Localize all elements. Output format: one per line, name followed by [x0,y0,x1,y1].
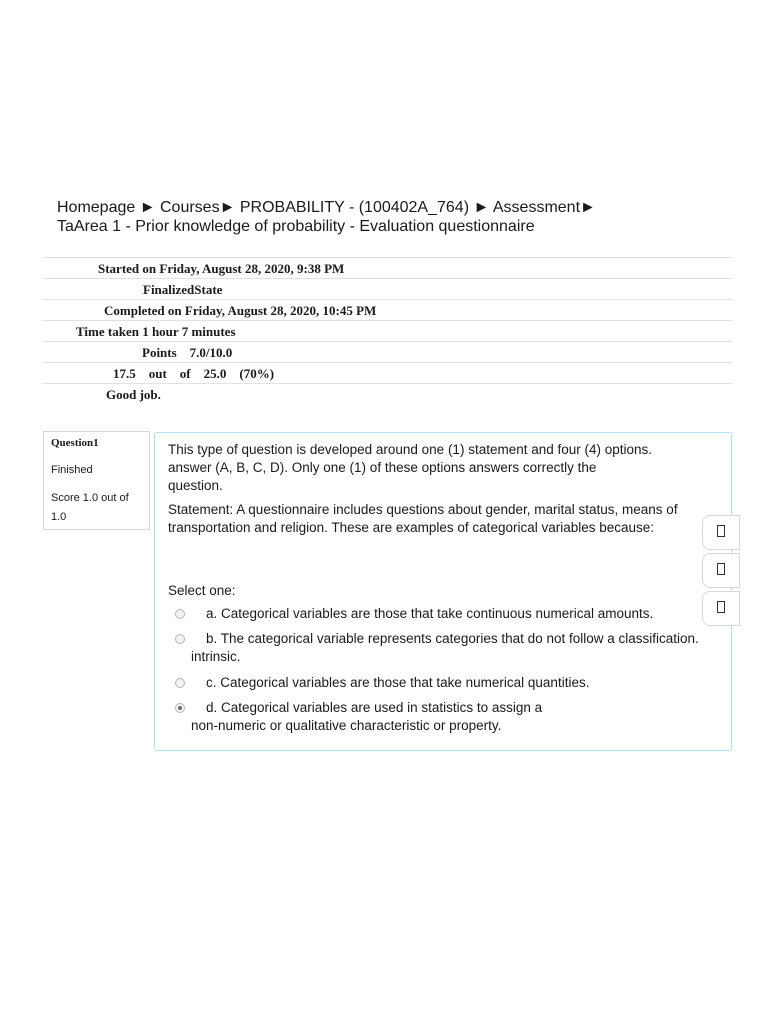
attempt-summary-table [42,257,732,404]
breadcrumb-path[interactable]: Homepage ► Courses► PROBABILITY - (100402A_764) ► Assessment► [57,199,596,216]
answer-option-d-radio[interactable] [175,703,185,713]
summary-row-feedback [42,383,732,404]
question-number: Question1 [51,437,99,449]
question-intro-line-2: answer (A, B, C, D). Only one (1) of these options answers correctly the [168,460,597,475]
summary-row-score [42,362,732,383]
side-tab-3-icon [717,601,725,613]
side-tab-1[interactable] [702,515,740,550]
answer-option-d-text: d. Categorical variables are used in statistics to assign a [206,700,543,715]
question-intro-line-3: question. [168,478,223,493]
question-intro-line-1: This type of question is developed around one (1) statement and four (4) options. [168,442,653,457]
answer-option-a-text: a. Categorical variables are those that take continuous numerical amounts. [206,606,654,621]
answer-option-b-text-continued: intrinsic. [191,649,241,664]
breadcrumb-current-page[interactable]: TaArea 1 - Prior knowledge of probability - Evaluation questionnaire [57,218,535,235]
answer-option-c-radio[interactable] [175,678,185,688]
summary-row-started [42,257,732,278]
answer-option-c-text: c. Categorical variables are those that take numerical quantities. [206,675,590,690]
question-info-panel [43,431,150,530]
completed-on-text: Completed on Friday, August 28, 2020, 10:45 PM [104,303,377,318]
started-on-text: Started on Friday, August 28, 2020, 9:38 PM [98,261,345,276]
feedback-text: Good job. [106,387,161,402]
answer-option-b-radio[interactable] [175,634,185,644]
breadcrumb [57,198,737,236]
summary-row-time-taken [42,320,732,341]
time-taken-text: Time taken 1 hour 7 minutes [76,324,236,339]
state-text: FinalizedState [143,282,223,297]
side-tab-2[interactable] [702,553,740,588]
question-state: Finished [51,464,93,476]
answer-option-a-radio[interactable] [175,609,185,619]
summary-row-completed [42,299,732,320]
side-tab-2-icon [717,563,725,575]
summary-row-points [42,341,732,362]
statement-line-2: transportation and religion. These are examples of categorical variables because: [168,520,655,535]
answer-option-d-text-continued: non-numeric or qualitative characteristic or property. [191,718,502,733]
answer-option-b-text: b. The categorical variable represents categories that do not follow a classification. [206,631,699,646]
question-intro [168,441,652,495]
points-text: Points 7.0/10.0 [142,345,233,360]
select-one-label: Select one: [168,583,236,598]
summary-row-state [42,278,732,299]
question-grade: Score 1.0 out of 1.0 [51,492,129,523]
side-tab-3[interactable] [702,591,740,626]
statement-line-1: Statement: A questionnaire includes questions about gender, marital status, means of [168,502,678,517]
side-tab-1-icon [717,525,725,537]
question-statement [168,501,678,537]
score-text: 17.5 out of 25.0 (70%) [113,366,275,381]
question-content-panel [154,432,732,751]
